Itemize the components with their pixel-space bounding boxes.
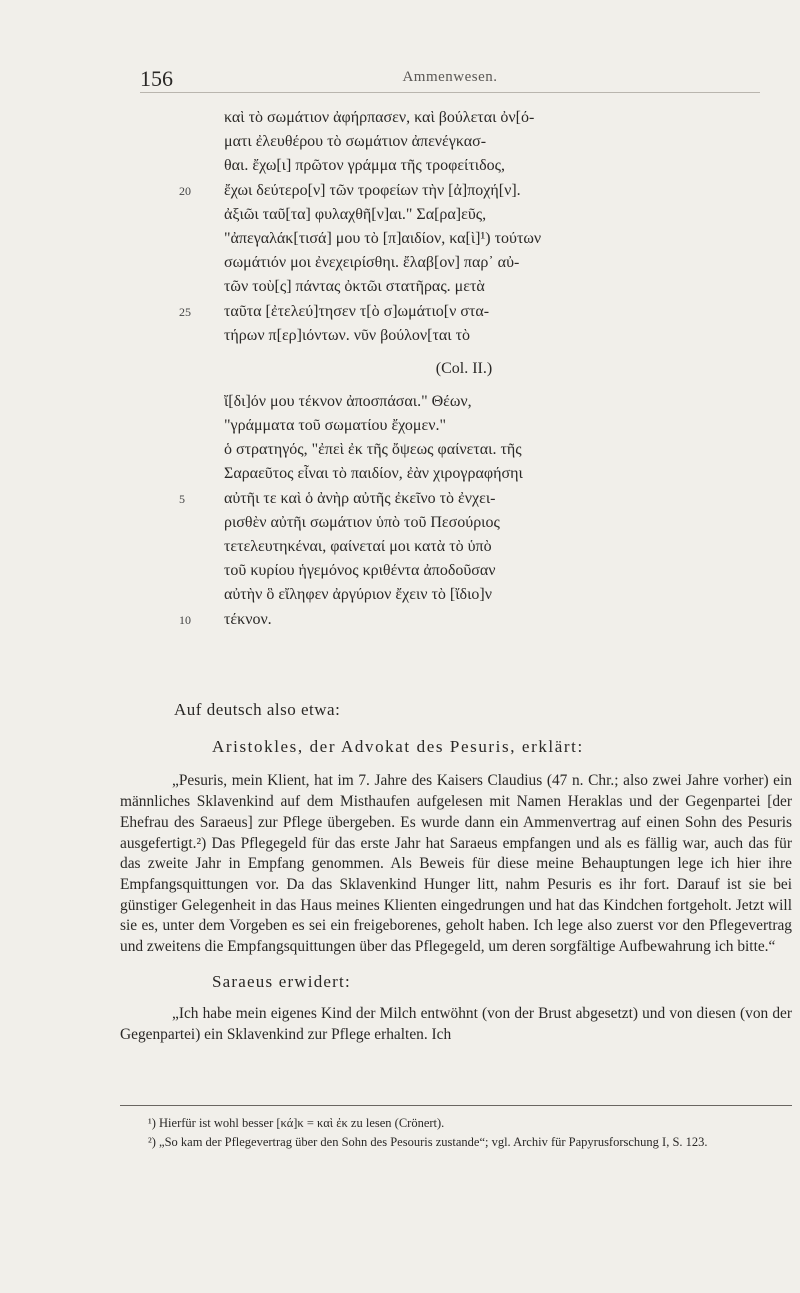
greek-line-text: ταῦτα [ἐτελεύ]τησεν τ[ὸ σ]ωμάτιο[ν στα- (224, 302, 490, 320)
translation (120, 700, 792, 1046)
greek-line-text: ματι ἐλευθέρου τὸ σωμάτιον ἀπενέγκασ- (224, 133, 487, 151)
greek-line-text: θαι. ἔχω[ι] πρῶτον γράμμα τῆς τροφείτιδος, (224, 157, 505, 175)
footnotes (120, 1105, 792, 1152)
greek-line-text: τήρων π[ερ]ιόντων. νῦν βούλον[ται τὸ (224, 326, 471, 344)
greek-line-text: τετελευτηκέναι, φαίνεταί μοι κατὰ τὸ ὑπὸ (224, 538, 492, 555)
translation-lead: Auf deutsch also etwa: (174, 700, 341, 719)
column-heading: (Col. II.) (435, 359, 493, 377)
greek-line-text: τοῦ κυρίου ἡγεμόνος κριθέντα ἀποδοῦσαν (224, 562, 496, 580)
greek-line-text: ρισθὲν αὐτῆι σωμάτιον ὑπὸ τοῦ Πεσούριος (224, 513, 500, 531)
page-header (140, 62, 760, 93)
footnote-2: ²) „So kam der Pflegevertrag über den Sohn des Pesouris zustande“; vgl. Archiv für Papyrusforschung I, S. 123. (148, 1135, 708, 1149)
greek-line (224, 511, 744, 535)
running-head: Ammenwesen. (402, 69, 498, 85)
greek-line-text: σωμάτιόν μοι ἐνεχειρίσθηι. ἔλαβ[ον] παρ᾽ αὐ- (224, 254, 520, 272)
paragraph-saraeus: „Ich habe mein eigenes Kind der Milch entwöhnt (von der Brust abgesetzt) und von diesen (von der Gegenpartei) ein Sklavenkind zur Pflege erhalten. Ich (120, 1005, 792, 1044)
greek-line (224, 462, 744, 486)
speaker-saraeus: Saraeus erwidert: (212, 971, 351, 991)
page-number: 156 (140, 66, 173, 91)
greek-line (224, 203, 744, 227)
greek-line (179, 608, 744, 632)
greek-line (224, 275, 744, 299)
greek-line-text: ὁ στρατηγός, "ἐπεὶ ἐκ τῆς ὄψεως φαίνεται. τῆς (224, 441, 522, 459)
greek-line-text: Σαραεῦτος εἶναι τὸ παιδίον, ἐὰν χιρογραφήσηι (224, 465, 523, 483)
footnote-1: ¹) Hierfür ist wohl besser [κά]κ = καὶ ἐκ zu lesen (Crönert). (148, 1116, 445, 1130)
greek-line-text: καὶ τὸ σωμάτιον ἀφήρπασεν, καὶ βούλεται ὀν[ό- (224, 109, 535, 126)
greek-line-text: ἔχωι δεύτερο[ν] τῶν τροφείων τὴν [ἀ]ποχή[ν]. (224, 181, 521, 199)
line-number: 10 (179, 612, 191, 627)
greek-line (179, 300, 744, 324)
greek-line (224, 390, 744, 414)
greek-line (224, 106, 744, 130)
greek-line-text: αὐτῆι τε καὶ ὁ ἀνὴρ αὐτῆς ἐκεῖνο τὸ ἐνχει- (224, 489, 496, 507)
greek-line (224, 154, 744, 178)
greek-line (224, 324, 744, 348)
line-number: 25 (179, 304, 191, 319)
greek-line (224, 559, 744, 583)
paragraph-pesuris: „Pesuris, mein Klient, hat im 7. Jahre des Kaisers Claudius (47 n. Chr.; also zwei Jahre vorher) ein männliches Sklavenkind auf dem Misthaufen aufgelesen mit Namen Heraklas und der Gegenpartei [der Ehefrau des Saraeus] zur Pflege übergeben. Es wurde dann ein Ammenvertrag auf einen Sohn des Pesuris ausgefertigt.²) Das Pflegegeld für das erste Jahr hat Saraeus empfangen und als es fällig war, auch das für das zweite Jahr in Empfang genommen. Als Beweis für diese meine Behauptungen lege ich hier ihre Empfangsquittungen vor. Da das Sklavenkind Hunger litt, nahm Pesuris es ihr fort. Darauf ist sie bei günstiger Gelegenheit in das Haus meines Klienten eingedrungen und hat das Kindchen fortgeholt. Jetzt will sie es, unter dem Vorgeben es sei ein freigeborenes, geholt haben. Ich lege also zuerst vor den Pflegevertrag und zweitens die Empfangsquittungen über das Pflegegeld, um deren sorgfältige Aufbewahrung ich bitte.“ (120, 772, 792, 956)
greek-line (224, 130, 744, 154)
greek-text (179, 106, 744, 632)
greek-line (224, 583, 744, 607)
line-number: 20 (179, 183, 191, 198)
greek-line-text: ἀξιῶι ταῦ[τα] φυλαχθῆ[ν]αι." Σα[ρα]εῦς, (224, 205, 487, 223)
greek-line (224, 438, 744, 462)
greek-line (179, 179, 744, 203)
greek-line-text: "ἀπεγαλάκ[τισά] μου τὸ [π]αιδίον, κα[ὶ]¹) τούτων (224, 229, 542, 247)
greek-line (224, 251, 744, 275)
greek-line-text: "γράμματα τοῦ σωματίου ἔχομεν." (224, 417, 446, 435)
greek-line (224, 535, 744, 559)
greek-line (179, 487, 744, 511)
greek-line (224, 227, 744, 251)
greek-line-text: τέκνον. (224, 610, 272, 628)
greek-line-text: αὐτὴν ὃ εἴληφεν ἀργύριον ἔχειν τὸ [ἴδιο]ν (224, 586, 492, 604)
line-number: 5 (179, 491, 185, 506)
greek-line-text: τῶν τοὺ[ς] πάντας ὀκτῶι στατῆρας. μετὰ (224, 278, 485, 296)
speaker-aristokles: Aristokles, der Advokat des Pesuris, erklärt: (212, 736, 584, 756)
greek-line (224, 414, 744, 438)
greek-line-text: ἴ[δι]όν μου τέκνον ἀποσπάσαι." Θέων, (224, 392, 472, 410)
